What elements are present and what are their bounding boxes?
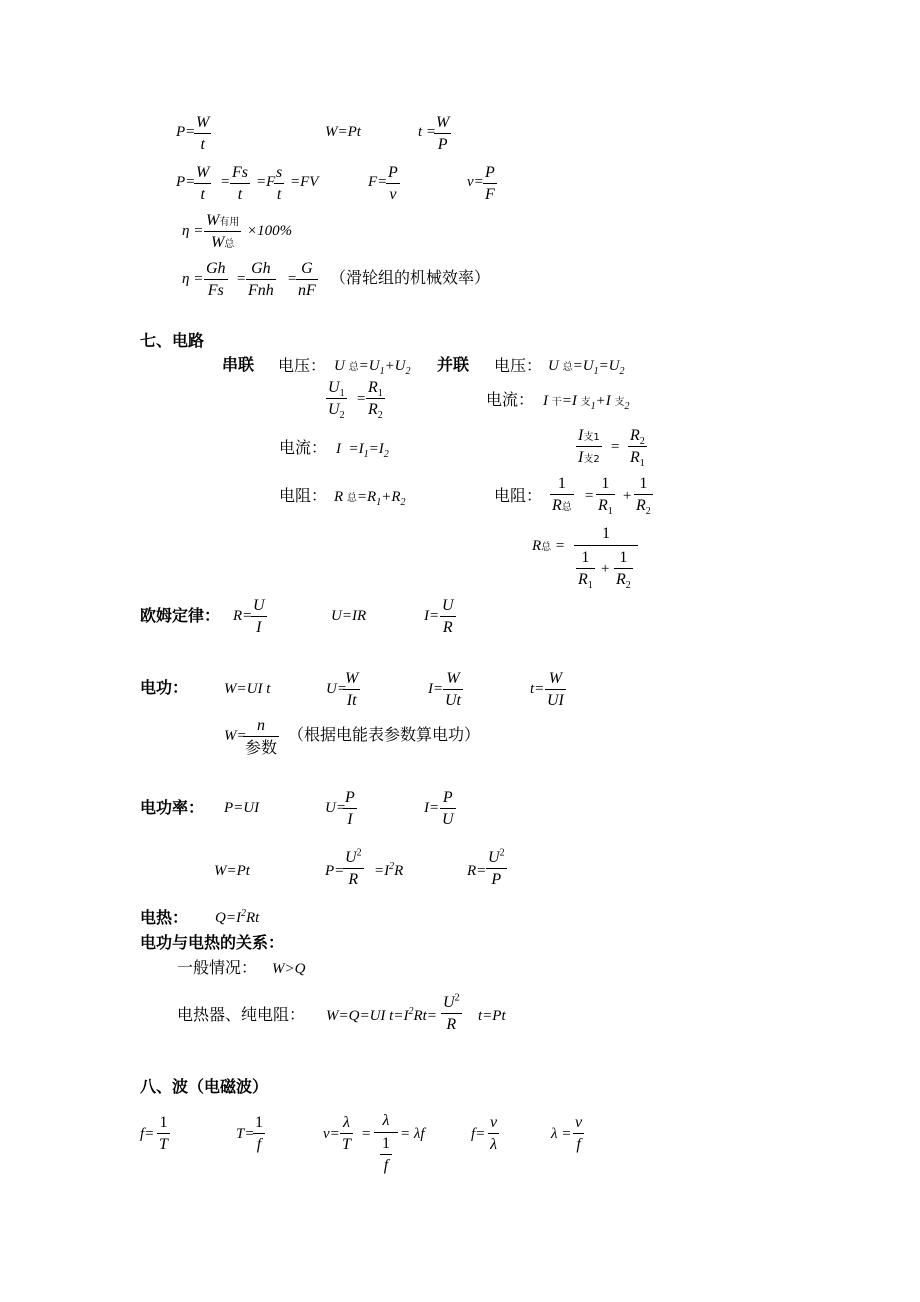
ohm-law-label: 欧姆定律： <box>140 606 221 625</box>
parallel-voltage-formula: U 总$=U_1=U_2$ <box>548 358 625 377</box>
power-chain-lhs: P= <box>176 174 196 190</box>
circuit-heading: 七、电路 <box>140 331 205 350</box>
electric-power-formula-1: P=UI <box>224 800 260 816</box>
pure-resistor-fraction: $\frac{U^2}{R}$ <box>443 992 460 1033</box>
parallel-voltage-label: 电压： <box>494 356 543 375</box>
electric-power-formula-6-lhs: R= <box>467 863 487 879</box>
wave-formula-4-lhs: f= <box>471 1126 486 1142</box>
wave-formula-3-fraction-2 <box>374 1112 398 1174</box>
wave-formula-2-lhs: T= <box>236 1126 255 1142</box>
parallel-resistance-fraction-2: $\frac{1}{R_2}$ <box>636 475 651 518</box>
efficiency-formula-lhs: η = <box>182 223 204 239</box>
electric-power-label: 电功率： <box>140 798 205 817</box>
series-voltage-ratio-eq: = <box>356 391 367 407</box>
wave-formula-3-fraction-1: $\frac{\lambda}{T}$ <box>342 1114 351 1153</box>
power-chain-tail: =FV <box>290 174 319 190</box>
electric-heat-formula: $Q=I^2Rt$ <box>215 908 260 926</box>
force-formula-fraction: $\frac{P}{v}$ <box>388 164 398 203</box>
power-formula-1-lhs: P= <box>176 124 196 140</box>
wave-formula-5-fraction: $\frac{v}{f}$ <box>575 1114 583 1153</box>
wave-formula-3-subfraction: $\frac{1}{f}$ <box>382 1135 390 1174</box>
work-from-power-formula: W=Pt <box>325 124 361 140</box>
pulley-efficiency-note: （滑轮组的机械效率） <box>330 268 491 287</box>
wave-heading: 八、波（电磁波） <box>140 1077 269 1096</box>
power-chain-eq-2: =F <box>256 174 276 190</box>
wave-formula-5-lhs: λ = <box>551 1126 572 1142</box>
parallel-total-numerator: 1 <box>602 525 610 542</box>
parallel-total-subfraction-1: $\frac{1}{R_1}$ <box>578 549 593 592</box>
parallel-resistance-plus: + <box>622 488 633 504</box>
pure-resistor-formula-lhs: W=Q=UI $t=I^2Rt=$ <box>326 1006 437 1024</box>
electric-work-formula-3-lhs: I= <box>428 681 444 697</box>
electric-work-formula-3-fraction: $\frac{W}{Ut}$ <box>445 670 461 709</box>
ohm-formula-2: U=IR <box>331 608 367 624</box>
power-formula-1-fraction: $\frac{W}{t}$ <box>196 114 210 153</box>
parallel-label: 并联 <box>437 355 470 374</box>
work-heat-relation-label: 电功与电热的关系： <box>140 933 285 952</box>
pulley-efficiency-fraction-1: $\frac{Gh}{Fs}$ <box>206 260 226 299</box>
force-formula-lhs: F= <box>368 174 388 190</box>
pulley-efficiency-fraction-2: Gh Fnh <box>248 260 274 299</box>
series-label: 串联 <box>222 355 255 374</box>
ohm-formula-1-fraction: $\frac{U}{I}$ <box>253 597 265 636</box>
series-current-label: 电流： <box>279 438 328 457</box>
velocity-formula-fraction: $\frac{P}{F}$ <box>485 164 495 203</box>
power-chain-fraction-2: $\frac{Fs}{t}$ <box>232 164 248 203</box>
electric-work-formula-1: W=UI t <box>224 681 271 697</box>
general-case-label: 一般情况： <box>177 958 258 977</box>
electric-power-formula-2-fraction: $\frac{P}{I}$ <box>345 789 355 828</box>
parallel-total-resistance-fraction <box>574 525 638 592</box>
pure-resistor-label: 电热器、纯电阻： <box>177 1005 306 1024</box>
time-formula-lhs: t = <box>418 124 437 140</box>
parallel-total-resistance-lhs: R总 = <box>532 538 566 554</box>
ohm-formula-1-lhs: R= <box>233 608 253 624</box>
electric-power-formula-2-lhs: U= <box>325 800 346 816</box>
wave-formula-3-lhs: v= <box>323 1126 340 1142</box>
pure-resistor-formula-tail: t=Pt <box>478 1008 506 1024</box>
electric-heat-label: 电热： <box>140 908 189 927</box>
parallel-resistance-fraction-1: $\frac{1}{R_1}$ <box>598 475 613 518</box>
series-resistance-label: 电阻： <box>279 486 328 505</box>
parallel-resistance-eq: = <box>584 488 595 504</box>
efficiency-formula-fraction: W有用 W总 <box>206 212 240 251</box>
electric-work-formula-2-lhs: U= <box>326 681 347 697</box>
efficiency-formula-tail: ×100% <box>247 223 293 239</box>
electric-work-formula-2-fraction: $\frac{W}{It}$ <box>345 670 359 709</box>
electric-power-formula-5-tail: $=I^2R$ <box>374 861 404 879</box>
parallel-current-formula: I 干=I 支$_1$+I 支$_2$ <box>543 393 630 412</box>
ohm-formula-3-fraction: $\frac{U}{R}$ <box>442 597 454 636</box>
velocity-formula-lhs: v= <box>467 174 484 190</box>
wave-formula-3-numerator: λ <box>382 1112 390 1129</box>
series-voltage-ratio-right: $\frac{R_1}{R_2}$ <box>368 379 383 422</box>
electric-power-formula-3-lhs: I= <box>424 800 440 816</box>
electric-work-meter-lhs: W= <box>224 728 247 744</box>
wave-formula-3-tail: = λf <box>400 1126 425 1142</box>
wave-formula-4-fraction: $\frac{v}{\lambda}$ <box>490 1114 498 1153</box>
wave-formula-2-fraction: $\frac{1}{f}$ <box>255 1114 263 1153</box>
parallel-total-plus: + <box>600 561 611 577</box>
electric-work-meter-fraction: n 参数 <box>245 717 278 757</box>
electric-work-label: 电功： <box>140 678 189 697</box>
parallel-resistance-fraction-total: 1 R总 <box>552 475 572 514</box>
parallel-current-label: 电流： <box>486 390 535 409</box>
series-voltage-formula: U 总$=U_1+U_2$ <box>334 358 411 377</box>
parallel-current-ratio-left: I支1 I支2 <box>578 427 600 466</box>
electric-work-formula-4-fraction: $\frac{W}{UI}$ <box>547 670 564 709</box>
general-case-formula: W>Q <box>272 961 306 977</box>
electric-power-formula-5-lhs: P= <box>325 863 345 879</box>
ohm-formula-3-lhs: I= <box>424 608 440 624</box>
time-formula-fraction: $\frac{W}{P}$ <box>436 114 450 153</box>
power-chain-fraction-1: $\frac{W}{t}$ <box>196 164 210 203</box>
series-voltage-label: 电压： <box>278 356 327 375</box>
pulley-efficiency-fraction-3: $\frac{G}{nF}$ <box>298 260 316 299</box>
parallel-current-ratio-right: $\frac{R_2}{R_1}$ <box>630 427 645 470</box>
electric-power-formula-6-fraction: $\frac{U^2}{P}$ <box>488 847 505 888</box>
power-chain-eq-1: = <box>220 174 231 190</box>
parallel-current-ratio-eq: = <box>610 439 621 455</box>
pulley-efficiency-lhs: η = <box>182 271 204 287</box>
wave-formula-1-lhs: f= <box>140 1126 155 1142</box>
series-resistance-formula: R 总$=R_1+R_2$ <box>334 489 406 508</box>
pulley-efficiency-eq-2: = <box>287 271 298 287</box>
parallel-total-subfraction-2: $\frac{1}{R_2}$ <box>616 549 631 592</box>
wave-formula-3-eq: = <box>361 1126 372 1142</box>
power-chain-fraction-3: $\frac{s}{t}$ <box>276 164 283 203</box>
pulley-efficiency-eq-1: = <box>236 271 247 287</box>
electric-power-formula-4: W=Pt <box>214 863 250 879</box>
parallel-resistance-label: 电阻： <box>494 486 543 505</box>
series-voltage-ratio-left: $\frac{U_1}{U_2}$ <box>328 379 345 422</box>
electric-power-formula-5-fraction: $\frac{U^2}{R}$ <box>345 847 362 888</box>
electric-work-meter-note: （根据电能表参数算电功） <box>288 725 481 744</box>
electric-work-formula-4-lhs: t= <box>530 681 545 697</box>
electric-power-formula-3-fraction: $\frac{P}{U}$ <box>442 789 454 828</box>
series-current-formula: $I =I_1=I_2$ <box>336 441 389 460</box>
wave-formula-1-fraction: $\frac{1}{T}$ <box>159 1114 168 1153</box>
